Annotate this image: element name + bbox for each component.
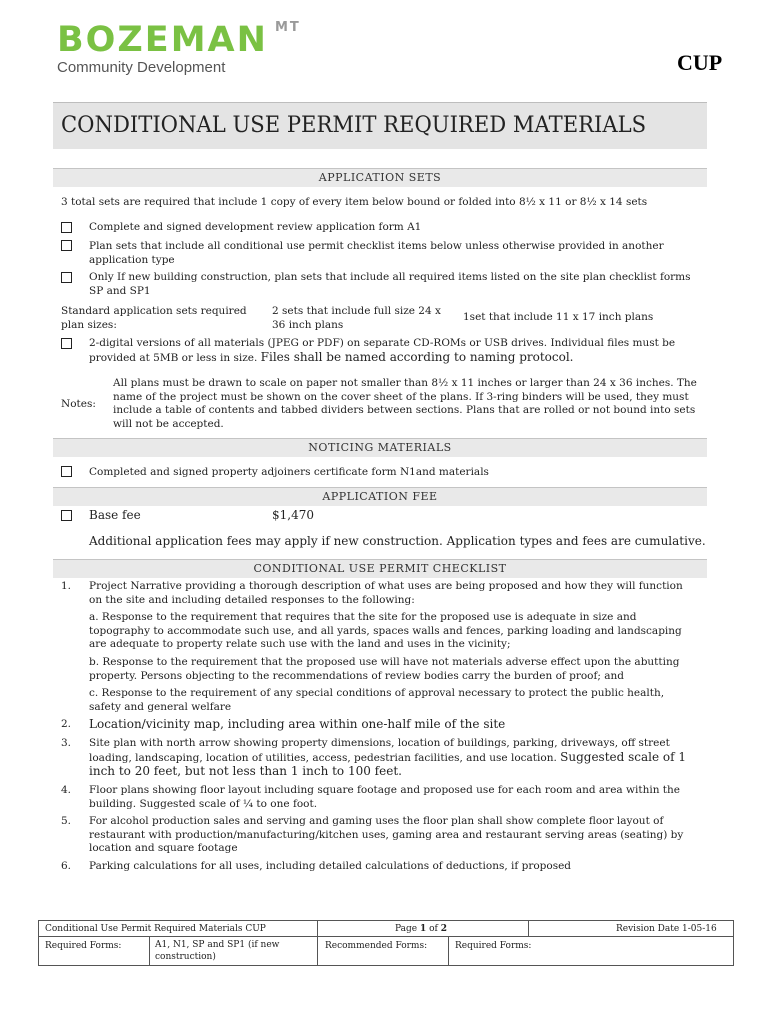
checklist-item-vicinity-map: Location/vicinity map, including area within one-half mile of the site	[89, 717, 506, 731]
base-fee-label: Base fee	[89, 508, 141, 522]
digital-versions-item	[89, 337, 699, 365]
logo-superscript: MT	[275, 20, 301, 35]
logo-subtitle: Community Development	[57, 59, 226, 76]
footer-recommended-label: Recommended Forms:	[325, 941, 428, 951]
section-heading-noticing: NOTICING MATERIALS	[53, 438, 707, 457]
application-item-1: Complete and signed development review application form A1	[89, 221, 422, 233]
notes-label: Notes:	[61, 398, 96, 410]
checklist-number: 3.	[61, 737, 72, 749]
checklist-item-parking: Parking calculations for all uses, including detailed calculations of deductions, if proposed	[89, 860, 572, 872]
checkbox-base-fee[interactable]	[61, 510, 72, 521]
application-sets-intro: 3 total sets are required that include 1 copy of every item below bound or folded into 8½ x 11 or 8½ x 14 sets	[61, 196, 648, 208]
section-heading-checklist: CONDITIONAL USE PERMIT CHECKLIST	[53, 559, 707, 578]
fee-note: Additional application fees may apply if new construction. Application types and fees are cumulative.	[89, 534, 706, 548]
checklist-number: 2.	[61, 718, 72, 730]
section-heading-application-fee: APPLICATION FEE	[53, 487, 707, 506]
site-plan-text: Site plan with north arrow showing property dimensions, location of buildings, parking, driveways, off street loading, landscaping, location of utilities, access, pedestrian facilities, and use location.	[89, 737, 670, 764]
title-banner	[53, 102, 707, 149]
checklist-subitem-b: b. Response to the requirement that the proposed use will have not materials adverse effect upon the abutting property. Persons objecting to the recommendations of review bodies carry the burden of proof; and	[89, 656, 680, 682]
footer-required-label: Required Forms:	[45, 941, 122, 951]
noticing-item-1: Completed and signed property adjoiners certificate form N1and materials	[89, 466, 489, 478]
naming-protocol-text: Files shall be named according to naming protocol.	[260, 349, 574, 364]
digital-versions-text: 2-digital versions of all materials (JPEG or PDF) on separate CD-ROMs or USB drives. Individual files must be provided at 5MB or less in size.	[89, 337, 676, 364]
checkbox-adjoiners-certificate[interactable]	[61, 466, 72, 477]
checkbox-plan-sets[interactable]	[61, 240, 72, 251]
form-code: CUP	[677, 50, 723, 75]
checklist-item-narrative: Project Narrative providing a thorough description of what uses are being proposed and how they will function on the site and including detailed responses to the following:	[89, 580, 683, 606]
checklist-number: 1.	[61, 580, 72, 592]
plan-size-small: 1set that include 11 x 17 inch plans	[463, 311, 654, 323]
footer-table	[38, 920, 734, 966]
base-fee-amount: $1,470	[272, 508, 314, 522]
page-title: CONDITIONAL USE PERMIT REQUIRED MATERIALS	[61, 113, 647, 138]
notes-text: All plans must be drawn to scale on paper not smaller than 8½ x 11 inches or larger than 24 x 36 inches. The name of the project must be shown on the cover sheet of the plans. If 3-ring binders will be used, they must include a table of contents and tabbed dividers between sections. Plans that are rolled or not bound into sets will not be accepted.	[113, 377, 697, 430]
footer-doc-name: Conditional Use Permit Required Materials CUP	[45, 924, 266, 934]
footer-required-value: A1, N1, SP and SP1 (if new construction)	[155, 940, 280, 962]
footer-revision-date: Revision Date 1-05-16	[616, 924, 717, 934]
bozeman-logo	[57, 20, 301, 76]
section-heading-application-sets: APPLICATION SETS	[53, 168, 707, 187]
checklist-number: 6.	[61, 860, 72, 872]
site-plan-scale: Suggested scale of 1 inch to 20 feet, but not less than 1 inch to 100 feet.	[89, 749, 687, 778]
checkbox-application-form[interactable]	[61, 222, 72, 233]
checklist-subitem-c: c. Response to the requirement of any special conditions of approval necessary to protect the public health, safety and general welfare	[89, 687, 665, 713]
plan-size-full: 2 sets that include full size 24 x 36 inch plans	[272, 305, 441, 331]
application-item-2: Plan sets that include all conditional use permit checklist items below unless otherwise provided in another application type	[89, 240, 664, 266]
checklist-subitem-a: a. Response to the requirement that requires that the site for the proposed use is adequate in size and topography to accommodate such use, and all yards, spaces walls and fences, parking loading and landscaping are adequate to property relate such use with the land and uses in the vicinity;	[89, 611, 682, 650]
footer-page-indicator: Page 1 of 2	[395, 924, 447, 934]
checklist-item-alcohol-gaming: For alcohol production sales and serving and gaming uses the floor plan shall show complete floor layout of restaurant with production/manufacturing/kitchen uses, gaming area and restaurant serving areas (seating) by location and square footage	[89, 815, 684, 854]
checklist-item-site-plan	[89, 737, 699, 780]
checklist-number: 4.	[61, 784, 72, 796]
plan-sizes-label: Standard application sets required plan sizes:	[61, 305, 247, 331]
checkbox-new-construction[interactable]	[61, 272, 72, 283]
checklist-number: 5.	[61, 815, 72, 827]
footer-required-label-2: Required Forms:	[455, 941, 532, 951]
checklist-item-floor-plans: Floor plans showing floor layout including square footage and proposed use for each room and area within the building. Suggested scale of ¼ to one foot.	[89, 784, 680, 810]
checkbox-digital-versions[interactable]	[61, 338, 72, 349]
logo-word: BOZEMAN	[57, 20, 268, 60]
application-item-3: Only If new building construction, plan sets that include all required items listed on the site plan checklist forms SP and SP1	[89, 271, 691, 297]
